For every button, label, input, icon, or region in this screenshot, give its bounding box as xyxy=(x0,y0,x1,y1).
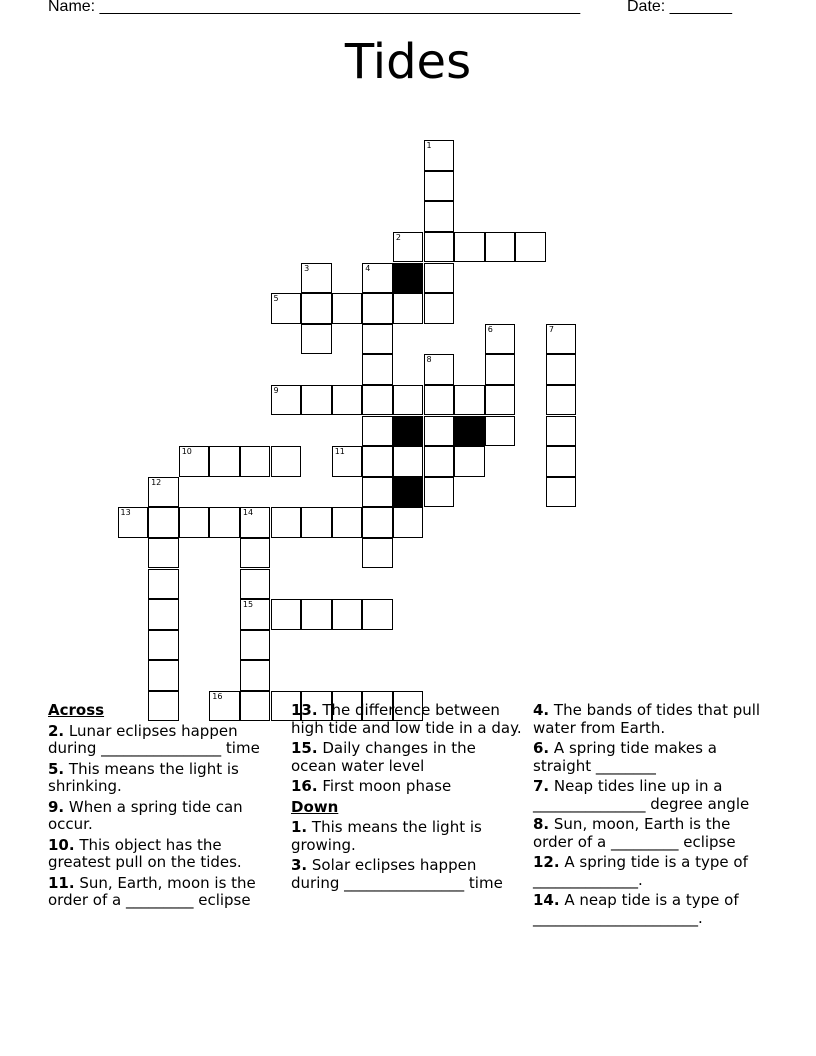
crossword-cell[interactable] xyxy=(240,538,271,569)
clue-number: 5 xyxy=(273,294,279,304)
clue-number: 2. xyxy=(48,721,65,740)
crossword-cell[interactable] xyxy=(424,201,455,232)
crossword-cell[interactable] xyxy=(209,446,240,477)
crossword-cell[interactable] xyxy=(546,446,577,477)
clue-text: A spring tide makes a straight ________ xyxy=(533,739,717,775)
across-clue-list-continued xyxy=(291,702,525,796)
clues-column-1 xyxy=(48,702,284,913)
crossword-cell[interactable] xyxy=(240,599,271,630)
clue-number: 1 xyxy=(426,141,432,151)
crossword-cell[interactable] xyxy=(362,354,393,385)
crossword-cell[interactable] xyxy=(546,385,577,416)
clue-item xyxy=(533,892,773,927)
crossword-cell[interactable] xyxy=(301,385,332,416)
down-heading: Down xyxy=(291,797,339,816)
crossword-block xyxy=(393,416,424,447)
clue-number: 12. xyxy=(533,853,560,871)
clue-number: 15. xyxy=(291,739,318,757)
crossword-cell[interactable] xyxy=(332,599,363,630)
crossword-cell[interactable] xyxy=(271,385,302,416)
crossword-cell[interactable] xyxy=(362,477,393,508)
clue-number: 7 xyxy=(548,324,554,334)
clue-number: 5. xyxy=(48,759,65,778)
clue-number: 12 xyxy=(151,477,162,487)
clue-item xyxy=(291,819,525,854)
clue-item xyxy=(291,702,525,737)
clue-number: 14. xyxy=(533,891,560,909)
crossword-cell[interactable] xyxy=(240,630,271,661)
crossword-cell[interactable] xyxy=(148,477,179,508)
crossword-block xyxy=(454,416,485,447)
clue-number: 11 xyxy=(334,447,345,457)
crossword-cell[interactable] xyxy=(362,324,393,355)
clue-number: 1. xyxy=(291,818,308,836)
crossword-cell[interactable] xyxy=(332,446,363,477)
clue-item xyxy=(533,740,773,775)
crossword-cell[interactable] xyxy=(485,416,516,447)
crossword-cell[interactable] xyxy=(393,385,424,416)
clue-item xyxy=(48,799,284,834)
crossword-cell[interactable] xyxy=(362,263,393,294)
across-clue-list xyxy=(48,723,284,910)
clue-item xyxy=(533,702,773,737)
clue-number: 9 xyxy=(273,385,279,395)
crossword-cell[interactable] xyxy=(454,446,485,477)
crossword-cell[interactable] xyxy=(301,263,332,294)
page-title: Tides xyxy=(344,34,472,90)
crossword-cell[interactable] xyxy=(362,416,393,447)
clue-number: 8 xyxy=(426,355,432,365)
crossword-cell[interactable] xyxy=(271,599,302,630)
crossword-cell[interactable] xyxy=(393,232,424,263)
clue-text: A spring tide is a type of ______________. xyxy=(533,853,748,889)
crossword-cell[interactable] xyxy=(332,507,363,538)
crossword-block xyxy=(393,477,424,508)
clue-number: 10 xyxy=(181,447,192,457)
crossword-cell[interactable] xyxy=(271,507,302,538)
clue-text: Neap tides line up in a _______________ degree angle xyxy=(533,777,750,813)
crossword-cell[interactable] xyxy=(148,599,179,630)
crossword-cell[interactable] xyxy=(148,538,179,569)
clue-item xyxy=(48,875,284,910)
crossword-cell[interactable] xyxy=(454,385,485,416)
crossword-cell[interactable] xyxy=(485,324,516,355)
clue-text: The difference between high tide and low tide in a day. xyxy=(291,701,522,737)
crossword-cell[interactable] xyxy=(393,293,424,324)
clue-text: This means the light is growing. xyxy=(291,818,482,854)
clue-number: 3 xyxy=(304,263,310,273)
clue-item xyxy=(48,837,284,872)
crossword-cell[interactable] xyxy=(424,263,455,294)
clue-number: 13 xyxy=(120,508,131,518)
crossword-cell[interactable] xyxy=(209,507,240,538)
clue-text: When a spring tide can occur. xyxy=(48,797,243,833)
crossword-cell[interactable] xyxy=(301,507,332,538)
crossword-cell[interactable] xyxy=(332,293,363,324)
crossword-cell[interactable] xyxy=(301,293,332,324)
clue-number: 14 xyxy=(242,508,254,518)
crossword-cell[interactable] xyxy=(362,293,393,324)
clue-text: First moon phase xyxy=(317,777,452,795)
clue-number: 13. xyxy=(291,701,318,719)
crossword-cell[interactable] xyxy=(148,630,179,661)
clue-number: 9. xyxy=(48,797,65,816)
date-field[interactable]: Date: _______ xyxy=(627,0,732,15)
clue-text: The bands of tides that pull water from Earth. xyxy=(533,701,761,737)
clue-number: 8. xyxy=(533,815,550,833)
clue-number: 6. xyxy=(533,739,550,757)
crossword-cell[interactable] xyxy=(424,171,455,202)
crossword-cell[interactable] xyxy=(546,354,577,385)
clue-text: This means the light is shrinking. xyxy=(48,759,239,795)
crossword-cell[interactable] xyxy=(424,232,455,263)
clue-number: 15 xyxy=(242,600,254,610)
clue-number: 6 xyxy=(487,324,493,334)
crossword-cell[interactable] xyxy=(485,354,516,385)
crossword-block xyxy=(393,263,424,294)
crossword-cell[interactable] xyxy=(271,293,302,324)
across-heading: Across xyxy=(48,701,105,719)
crossword-cell[interactable] xyxy=(424,446,455,477)
crossword-cell[interactable] xyxy=(485,232,516,263)
crossword-cell[interactable] xyxy=(240,569,271,600)
clue-item xyxy=(533,854,773,889)
clue-number: 16. xyxy=(291,777,318,795)
crossword-cell[interactable] xyxy=(546,416,577,447)
crossword-cell[interactable] xyxy=(332,385,363,416)
clue-text: Solar eclipses happen during ________________ time xyxy=(291,856,503,892)
clue-text: This object has the greatest pull on the tides. xyxy=(48,835,242,871)
crossword-cell[interactable] xyxy=(301,599,332,630)
crossword-cell[interactable] xyxy=(362,385,393,416)
crossword-cell[interactable] xyxy=(240,507,271,538)
crossword-cell[interactable] xyxy=(424,293,455,324)
crossword-cell[interactable] xyxy=(454,232,485,263)
crossword-cell[interactable] xyxy=(424,354,455,385)
crossword-cell[interactable] xyxy=(424,140,455,171)
crossword-cell[interactable] xyxy=(362,599,393,630)
clue-number: 11. xyxy=(48,873,75,892)
crossword-cell[interactable] xyxy=(393,507,424,538)
crossword-cell[interactable] xyxy=(546,324,577,355)
clue-text: Daily changes in the ocean water level xyxy=(291,739,476,775)
clue-text: Sun, Earth, moon is the order of a _________ eclipse xyxy=(48,873,256,909)
crossword-cell[interactable] xyxy=(485,385,516,416)
clue-number: 4. xyxy=(533,701,550,719)
crossword-cell[interactable] xyxy=(393,446,424,477)
clues-column-2 xyxy=(291,702,525,895)
clue-item xyxy=(291,778,525,796)
crossword-cell[interactable] xyxy=(179,446,210,477)
crossword-cell[interactable] xyxy=(179,507,210,538)
crossword-cell[interactable] xyxy=(424,477,455,508)
clue-item xyxy=(533,816,773,851)
crossword-cell[interactable] xyxy=(148,660,179,691)
crossword-cell[interactable] xyxy=(301,324,332,355)
clue-number: 10. xyxy=(48,835,75,854)
crossword-cell[interactable] xyxy=(362,538,393,569)
crossword-cell[interactable] xyxy=(515,232,546,263)
down-clue-list xyxy=(291,819,525,892)
clue-item xyxy=(533,778,773,813)
clue-item xyxy=(291,740,525,775)
clue-number: 16 xyxy=(212,691,223,701)
crossword-cell[interactable] xyxy=(424,385,455,416)
clue-number: 7. xyxy=(533,777,550,795)
crossword-cell[interactable] xyxy=(240,446,271,477)
clue-item xyxy=(48,761,284,796)
clues-column-3 xyxy=(533,702,773,930)
crossword-cell[interactable] xyxy=(271,446,302,477)
crossword-cell[interactable] xyxy=(424,416,455,447)
down-clue-list-continued xyxy=(533,702,773,927)
clue-text: A neap tide is a type of ______________________. xyxy=(533,891,739,927)
crossword-cell[interactable] xyxy=(546,477,577,508)
crossword-cell[interactable] xyxy=(118,507,149,538)
crossword-cell[interactable] xyxy=(362,507,393,538)
clue-number: 3. xyxy=(291,856,308,874)
clue-item xyxy=(291,857,525,892)
clue-number: 4 xyxy=(365,263,371,273)
crossword-cell[interactable] xyxy=(148,569,179,600)
clue-text: Sun, moon, Earth is the order of a _________ eclipse xyxy=(533,815,736,851)
clue-number: 2 xyxy=(395,232,401,242)
crossword-cell[interactable] xyxy=(362,446,393,477)
name-field[interactable]: Name: ______________________________________________________ xyxy=(48,0,581,15)
clue-item xyxy=(48,723,284,758)
crossword-cell[interactable] xyxy=(148,507,179,538)
crossword-cell[interactable] xyxy=(240,660,271,691)
clue-text: Lunar eclipses happen during ________________ time xyxy=(48,721,260,757)
